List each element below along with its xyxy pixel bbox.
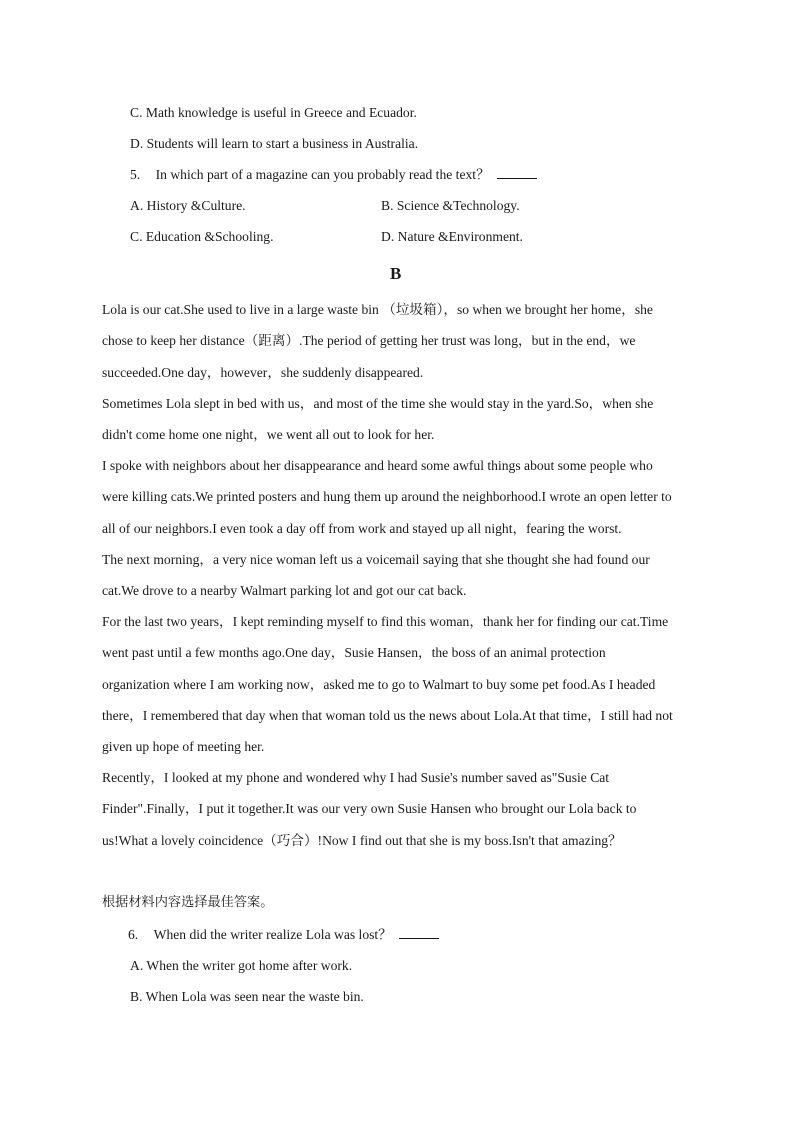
passage-line: chose to keep her distance（距离）.The period of getting her trust was long，but in the end，we: [102, 333, 636, 348]
passage-line: For the last two years，I kept reminding myself to find this woman，thank her for finding our cat.Time: [102, 614, 669, 629]
section-heading: B: [390, 264, 402, 283]
option-letter: D.: [130, 136, 144, 151]
q4-option-c: [130, 104, 417, 122]
option-text: History &Culture.: [146, 198, 246, 213]
answer-blank: [497, 166, 537, 179]
answer-blank: [399, 926, 439, 939]
passage-line: given up hope of meeting her.: [102, 739, 265, 754]
option-text: Math knowledge is useful in Greece and Ecuador.: [145, 105, 417, 120]
question-5: [130, 166, 537, 184]
question-text: In which part of a magazine can you probably read the text？: [155, 167, 490, 182]
passage-line: there，I remembered that day when that woman told us the news about Lola.At that time，I still had not: [102, 708, 673, 723]
passage-line: all of our neighbors.I even took a day off from work and stayed up all night，fearing the worst.: [102, 521, 622, 536]
option-letter: C.: [130, 229, 143, 244]
option-letter: A.: [130, 198, 144, 213]
instruction-text: 根据材料内容选择最佳答案。: [102, 895, 274, 910]
option-text: When Lola was seen near the waste bin.: [145, 989, 364, 1004]
option-text: Students will learn to start a business in Australia.: [146, 136, 419, 151]
passage-line: The next morning，a very nice woman left us a voicemail saying that she thought she had found our: [102, 552, 650, 567]
option-text: Science &Technology.: [396, 198, 520, 213]
passage-line: went past until a few months ago.One day，Susie Hansen，the boss of an animal protection: [102, 645, 606, 660]
option-letter: C.: [130, 105, 143, 120]
option-text: When the writer got home after work.: [146, 958, 353, 973]
q5-option-a: [130, 197, 246, 215]
passage-line: were killing cats.We printed posters and hung them up around the neighborhood.I wrote an open letter to: [102, 489, 672, 504]
q4-option-d: [130, 135, 418, 153]
passage-line: cat.We drove to a nearby Walmart parking lot and got our cat back.: [102, 583, 467, 598]
passage-line: didn't come home one night，we went all out to look for her.: [102, 427, 435, 442]
option-text: Education &Schooling.: [145, 229, 274, 244]
q5-option-c: [130, 228, 274, 246]
question-6: [128, 926, 439, 944]
passage-line: us!What a lovely coincidence（巧合）!Now I find out that she is my boss.Isn't that amazing？: [102, 833, 622, 848]
question-number: 6.: [128, 927, 139, 942]
option-letter: B.: [381, 198, 394, 213]
passage-line: organization where I am working now，asked me to go to Walmart to buy some pet food.As I headed: [102, 677, 656, 692]
question-number: 5.: [130, 167, 141, 182]
option-letter: A.: [130, 958, 144, 973]
q6-option-a: [130, 957, 352, 975]
passage-line: Finder".Finally，I put it together.It was our very own Susie Hansen who brought our Lola back to: [102, 801, 637, 816]
passage-line: Sometimes Lola slept in bed with us，and most of the time she would stay in the yard.So，when she: [102, 396, 654, 411]
passage-line: I spoke with neighbors about her disappearance and heard some awful things about some people who: [102, 458, 653, 473]
option-letter: B.: [130, 989, 143, 1004]
q5-option-d: [381, 228, 523, 246]
question-text: When did the writer realize Lola was lost？: [153, 927, 392, 942]
q5-option-b: [381, 197, 520, 215]
passage-line: Recently，I looked at my phone and wondered why I had Susie's number saved as"Susie Cat: [102, 770, 610, 785]
q6-option-b: [130, 988, 364, 1006]
option-text: Nature &Environment.: [397, 229, 523, 244]
passage-line: succeeded.One day，however，she suddenly disappeared.: [102, 365, 424, 380]
option-letter: D.: [381, 229, 395, 244]
passage-line: Lola is our cat.She used to live in a large waste bin （垃圾箱），so when we brought her home，she: [102, 302, 653, 317]
